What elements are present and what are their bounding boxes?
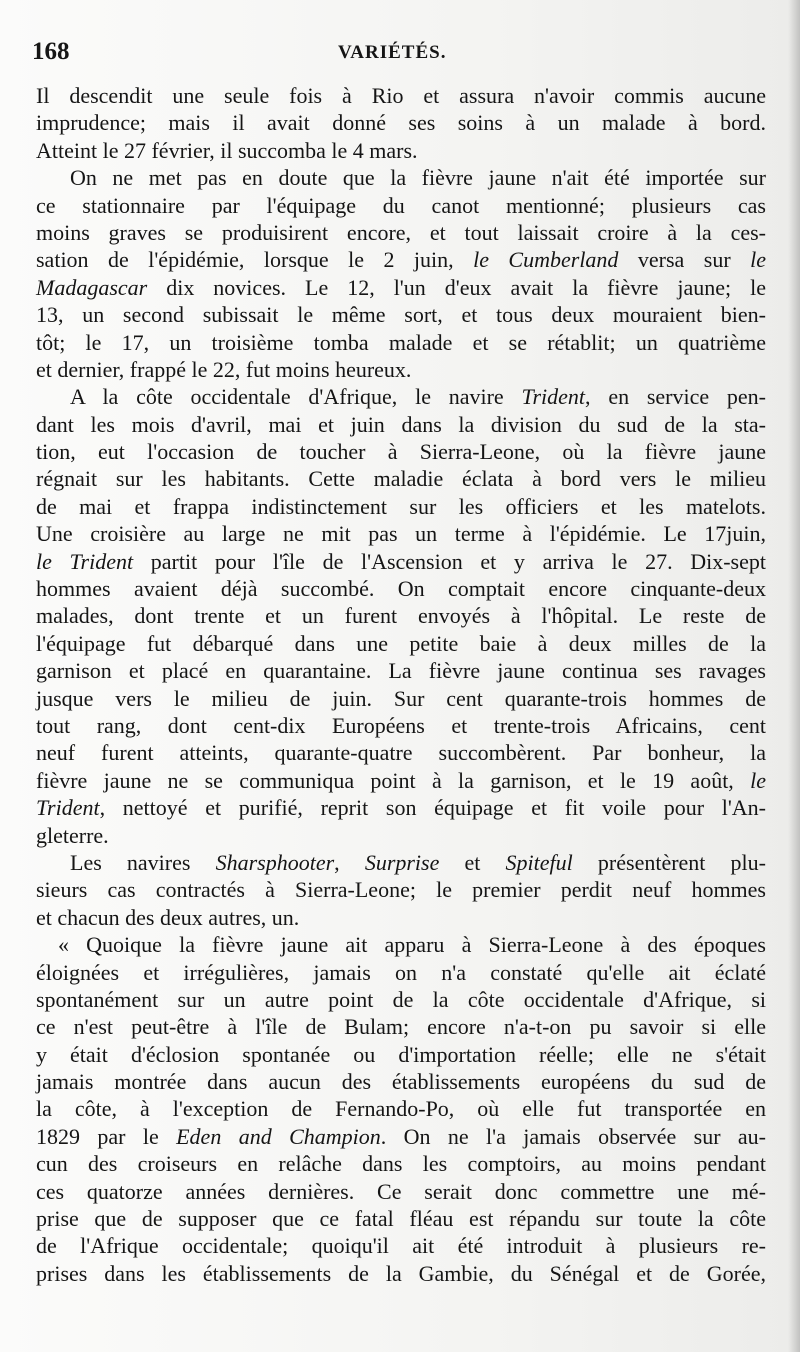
text-line: ce n'est peut-être à l'île de Bulam; encore n'a-t-on pu savoir si elle [36,1014,766,1040]
text-line: et chacun des deux autres, un. [36,904,300,930]
text-line: l'équipage fut débarqué dans une petite baie à deux milles de la [36,630,766,656]
text-line: et dernier, frappé le 22, fut moins heureux. [36,356,412,382]
text-line: Une croisière au large ne mit pas un terme à l'épidémie. Le 17juin, [36,521,766,547]
text-line: A la côte occidentale d'Afrique, le navire Trident, en service pen- [70,384,767,410]
text-line: y était d'éclosion spontanée ou d'importation réelle; elle ne s'était [36,1041,766,1067]
text-line: Les navires Sharsphooter, Surprise et Spiteful présentèrent plu- [70,849,766,875]
text-line: tout rang, dont cent-dix Européens et trente-trois Africains, cent [36,712,766,738]
text-line: prises dans les établissements de la Gambie, du Sénégal et de Gorée, [36,1260,766,1286]
text-line: ce stationnaire par l'équipage du canot mentionné; plusieurs cas [36,192,766,218]
text-line: 13, un second subissait le même sort, et tous deux mouraient bien- [36,302,766,328]
text-line: jusque vers le milieu de juin. Sur cent quarante-trois hommes de [36,685,766,711]
text-line: hommes avaient déjà succombé. On comptait encore cinquante-deux [36,576,766,602]
text-line: prise que de supposer que ce fatal fléau est répandu sur toute la côte [36,1206,766,1232]
page-header [32,38,772,72]
text-line: garnison et placé en quarantaine. La fièvre jaune continua ses ravages [36,658,766,684]
text-line: de l'Afrique occidentale; quoiqu'il ait été introduit à plusieurs re- [36,1233,766,1259]
text-line: éloignées et irrégulières, jamais on n'a constaté qu'elle ait éclaté [36,959,766,985]
text-line: cun des croiseurs en relâche dans les comptoirs, au moins pendant [36,1151,766,1177]
page-number: 168 [32,38,70,65]
text-line: Madagascar dix novices. Le 12, l'un d'eux avait la fièvre jaune; le [36,274,766,300]
text-line: moins graves se produisirent encore, et tout laissait croire à la ces- [36,219,766,245]
text-line: régnait sur les habitants. Cette maladie éclata à bord vers le milieu [36,466,766,492]
body-text [36,82,766,1287]
text-line: de mai et frappa indistinctement sur les officiers et les matelots. [36,493,766,519]
running-head: VARIÉTÉS. [338,42,447,63]
text-line: sieurs cas contractés à Sierra-Leone; le premier perdit neuf hommes [36,877,766,903]
text-line: malades, dont trente et un furent envoyés à l'hôpital. Le reste de [36,603,766,629]
text-line: fièvre jaune ne se communiqua point à la garnison, et le 19 août, le [36,767,766,793]
text-line: jamais montrée dans aucun des établissements européens du sud de [36,1069,766,1095]
text-line: Atteint le 27 février, il succomba le 4 mars. [36,137,418,163]
text-line: « Quoique la fièvre jaune ait apparu à Sierra-Leone à des époques [58,932,766,958]
text-line: On ne met pas en doute que la fièvre jaune n'ait été importée sur [70,165,766,191]
text-line: tôt; le 17, un troisième tomba malade et se rétablit; un quatrième [36,329,766,355]
text-line: le Trident partit pour l'île de l'Ascension et y arriva le 27. Dix-sept [36,548,766,574]
text-line: imprudence; mais il avait donné ses soins à un malade à bord. [36,110,766,136]
text-line: gleterre. [36,822,109,848]
text-line: dant les mois d'avril, mai et juin dans la division du sud de la sta- [36,411,766,437]
text-line: sation de l'épidémie, lorsque le 2 juin, le Cumberland versa sur le [36,247,767,273]
text-line: la côte, à l'exception de Fernando-Po, où elle fut transportée en [36,1096,766,1122]
text-line: tion, eut l'occasion de toucher à Sierra-Leone, où la fièvre jaune [36,439,766,465]
text-line: 1829 par le Eden and Champion. On ne l'a jamais observée sur au- [36,1123,766,1149]
text-line: neuf furent atteints, quarante-quatre succombèrent. Par bonheur, la [36,740,766,766]
text-line: spontanément sur un autre point de la côte occidentale d'Afrique, si [36,986,766,1012]
text-line: Il descendit une seule fois à Rio et assura n'avoir commis aucune [36,83,766,108]
text-line: Trident, nettoyé et purifié, reprit son équipage et fit voile pour l'An- [36,795,766,821]
text-line: ces quatorze années dernières. Ce serait donc commettre une mé- [36,1178,766,1204]
